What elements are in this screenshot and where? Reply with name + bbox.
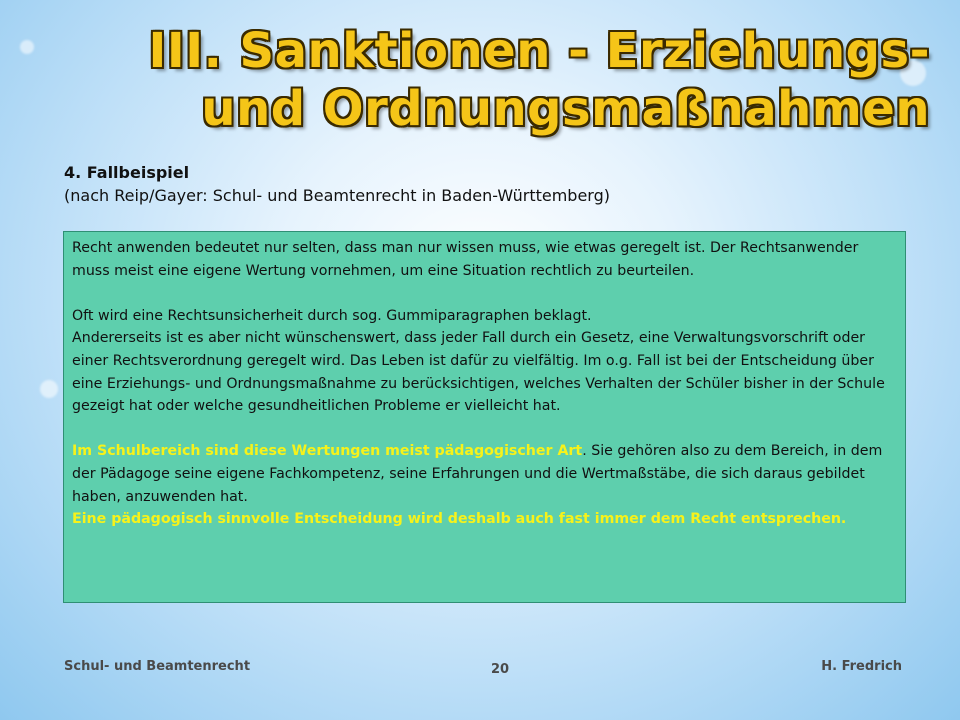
paragraph-4-highlight: Eine pädagogisch sinnvolle Entscheidung wird deshalb auch fast immer dem Recht entsprechen. [72,511,847,528]
background-glow [20,40,34,54]
section-source: (nach Reip/Gayer: Schul- und Beamtenrecht in Baden-Württemberg) [64,186,610,205]
paragraph-2-line-2: Andererseits ist es aber nicht wünschenswert, dass jeder Fall durch ein Gesetz, eine Verwaltungsvorschrift oder einer Rechtsverordnung geregelt wird. Das Leben ist dafür zu vielfältig. Im o.g. Fall ist bei der Entscheidung über eine Erziehungs- und Ordnungsmaßnahme zu berücksichtigen, welches Verhalten der Schüler bisher in der Schule gezeigt hat oder welche gesundheitlichen Probleme er vielleicht hat. [72,330,885,415]
paragraph-3-highlight: Im Schulbereich sind diese Wertungen meist pädagogischer Art [72,443,583,460]
paragraph-gap [72,418,897,441]
footer-course-name: Schul- und Beamtenrecht [64,659,251,674]
footer-author: H. Fredrich [821,659,902,674]
section-heading: 4. Fallbeispiel [64,163,190,182]
paragraph-3-rest: . Sie gehören also zu dem Bereich, in dem der Pädagoge seine eigene Fachkompetenz, seine Erfahrungen und die Wertmaßstäbe, die sich daraus gebildet haben, anzuwenden hat. [72,443,883,505]
paragraph-2-line-1: Oft wird eine Rechtsunsicherheit durch sog. Gummiparagraphen beklagt. [72,307,592,324]
slide-title: III. Sanktionen - Erziehungs- und Ordnungsmaßnahmen [148,23,930,137]
footer-page-number: 20 [490,662,510,677]
paragraph-3 [72,440,897,508]
explanation-textbox [63,231,906,603]
paragraph-gap [72,282,897,305]
paragraph-1: Recht anwenden bedeutet nur selten, dass man nur wissen muss, wie etwas geregelt ist. Der Rechtsanwender muss meist eine eigene Wertung vornehmen, um eine Situation rechtlich zu beurteilen. [72,240,859,279]
background-glow [40,380,58,398]
